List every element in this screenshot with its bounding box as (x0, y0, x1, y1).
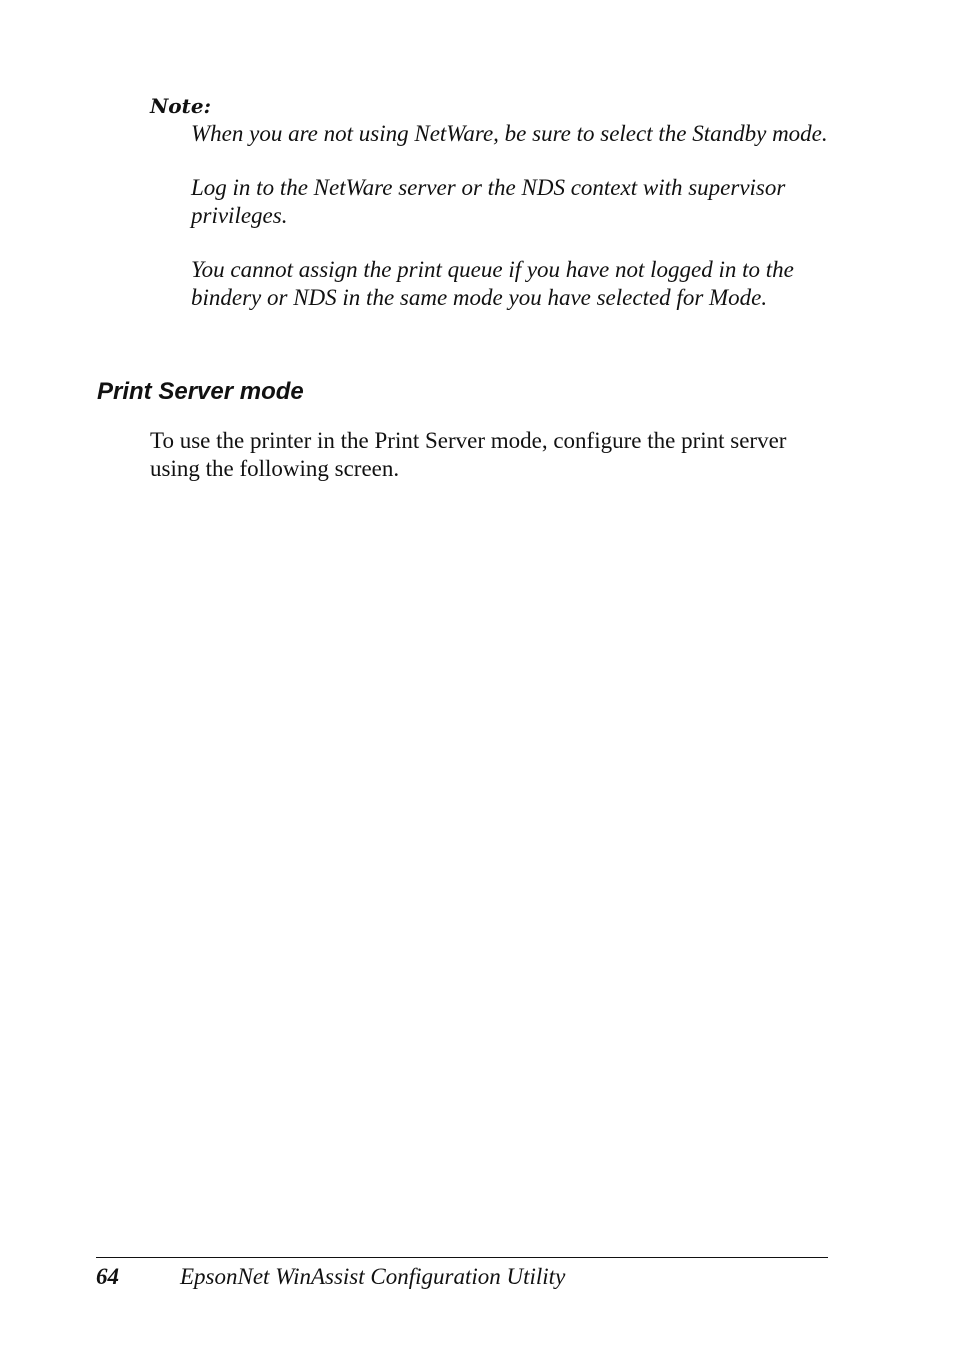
section-body-text: To use the printer in the Print Server mode, configure the print server using the following screen. (150, 428, 787, 481)
note-paragraph: When you are not using NetWare, be sure to select the Standby mode. (191, 121, 828, 146)
section-heading: Print Server mode (97, 378, 304, 405)
footer-rule (96, 1257, 828, 1258)
page-footer (96, 1262, 828, 1292)
document-title: EpsonNet WinAssist Configuration Utility (180, 1264, 566, 1289)
note-paragraph: You cannot assign the print queue if you have not logged in to the bindery or NDS in the same mode you have selected for Mode. (191, 257, 794, 310)
note-body (191, 120, 841, 338)
note-paragraph: Log in to the NetWare server or the NDS context with supervisor privileges. (191, 175, 786, 228)
page-number: 64 (96, 1264, 119, 1289)
note-heading: Note: (150, 94, 211, 118)
